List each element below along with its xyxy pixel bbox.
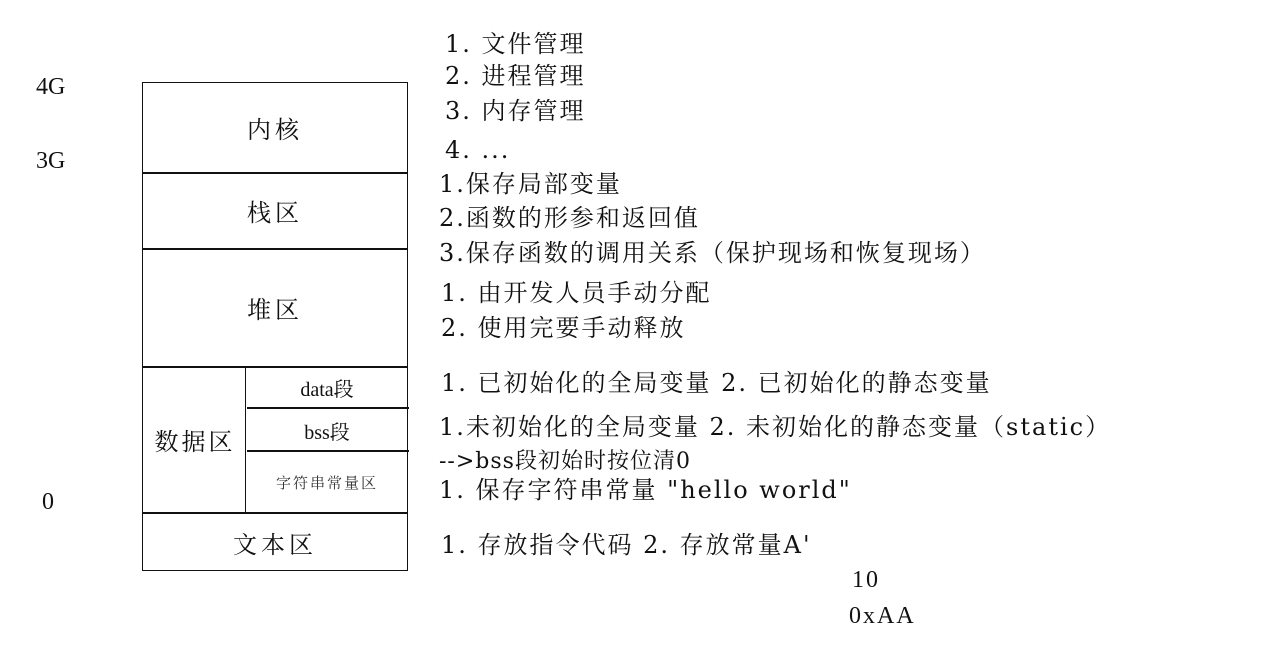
text-segment: 文本区 — [233, 530, 317, 559]
data-section-note: 1. 已初始化的全局变量 2. 已初始化的静态变量 — [441, 369, 992, 397]
address-4g-label: 4G — [36, 74, 66, 100]
heap-note-1: 1. 由开发人员手动分配 — [441, 279, 712, 307]
data-area-segment: 数据区 — [154, 428, 236, 456]
stack-note-2: 2.函数的形参和返回值 — [439, 204, 700, 232]
stack-note-1: 1.保存局部变量 — [439, 170, 622, 198]
bss-clear-note: -->bss段初始时按位清0 — [439, 449, 691, 474]
kernel-note-4: 4. ... — [445, 136, 511, 164]
bss-section-note: 1.未初始化的全局变量 2. 未初始化的静态变量（static） — [439, 413, 1112, 441]
address-0-label: 0 — [42, 489, 54, 515]
string-constant-section: 字符串常量区 — [275, 473, 378, 492]
kernel-note-2: 2. 进程管理 — [445, 62, 586, 90]
text-constant-example-2: 0xAA — [849, 603, 916, 629]
data-section: data段 — [300, 378, 354, 401]
text-segment-note: 1. 存放指令代码 2. 存放常量A' — [441, 531, 812, 559]
kernel-segment: 内核 — [247, 116, 303, 144]
divider — [245, 367, 246, 513]
stack-segment: 栈区 — [247, 199, 303, 227]
kernel-note-1: 1. 文件管理 — [445, 30, 586, 58]
memory-layout-diagram — [142, 82, 408, 571]
bss-section: bss段 — [304, 421, 350, 444]
kernel-note-3: 3. 内存管理 — [445, 97, 586, 125]
heap-note-2: 2. 使用完要手动释放 — [441, 314, 686, 342]
string-constant-note: 1. 保存字符串常量 "hello world" — [439, 476, 852, 504]
heap-segment: 堆区 — [247, 296, 303, 324]
address-3g-label: 3G — [36, 148, 66, 174]
stack-note-3: 3.保存函数的调用关系（保护现场和恢复现场） — [439, 239, 986, 267]
text-constant-example-1: 10 — [852, 567, 880, 593]
